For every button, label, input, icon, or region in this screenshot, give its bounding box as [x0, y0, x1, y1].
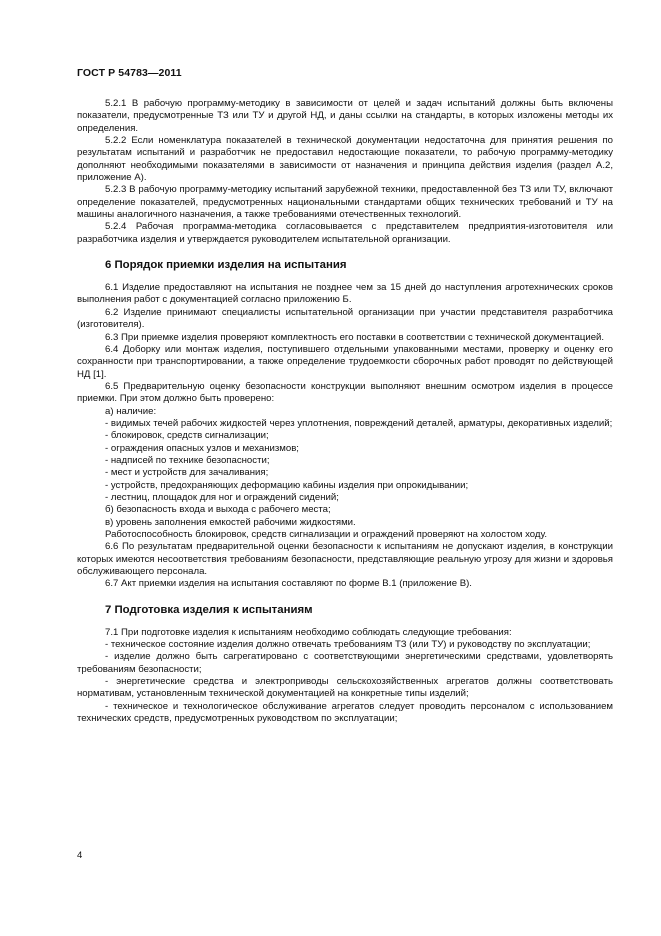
- paragraph-6-3: 6.3 При приемке изделия проверяют комплектность его поставки в соответствии с технической документацией.: [105, 331, 605, 343]
- paragraph-6-5: 6.5 Предварительную оценку безопасности конструкции выполняют внешним осмотром изделия в процессе приемки. При этом должно быть проверено:: [77, 380, 613, 405]
- paragraph-7-1: 7.1 При подготовке изделия к испытаниям необходимо соблюдать следующие требования:: [105, 626, 512, 638]
- paragraph-6-1: 6.1 Изделие предоставляют на испытания не позднее чем за 15 дней до наступления агротехнических сроков выполнения работ с документацией согласно приложению Б.: [77, 282, 613, 306]
- list-item-dash: - блокировок, средств сигнализации;: [105, 430, 269, 442]
- page-content: [77, 98, 613, 725]
- section-7-heading: 7 Подготовка изделия к испытаниям: [105, 603, 313, 616]
- paragraph-operability: Работоспособность блокировок, средств сигнализации и ограждений проверяют на холостом ходу.: [105, 529, 548, 540]
- paragraph-6-2: 6.2 Изделие принимают специалисты испытательной организации при участии представителя разработчика (изготовителя).: [77, 306, 613, 331]
- list-item-dash: - техническое и технологическое обслуживание агрегатов следует проводить персоналом с использованием технических средств, предусмотренных руководством по эксплуатации;: [77, 700, 613, 725]
- list-item-dash: - лестниц, площадок для ног и ограждений сидений;: [105, 491, 339, 503]
- paragraph-6-4: 6.4 Доборку или монтаж изделия, поступившего отдельными упакованными местами, проверку и оценку его сохранности при транспортировании, а также определение трудоемкости сборочных работ проводят по действующей НД [1].: [77, 343, 613, 380]
- list-item-dash: - устройств, предохраняющих деформацию кабины изделия при опрокидывании;: [105, 479, 469, 491]
- list-item-dash: - ограждения опасных узлов и механизмов;: [105, 442, 299, 454]
- list-item-v: в) уровень заполнения емкостей рабочими жидкостями.: [105, 516, 356, 528]
- list-item-dash: - техническое состояние изделия должно отвечать требованиям ТЗ (или ТУ) и руководству по эксплуатации;: [105, 639, 591, 651]
- list-item-dash: - энергетические средства и электроприводы сельскохозяйственных агрегатов должны соответствовать нормативам, установленным технической документацией на конкретные типы изделий;: [77, 676, 613, 700]
- paragraph-6-7: 6.7 Акт приемки изделия на испытания составляют по форме В.1 (приложение В).: [105, 578, 472, 590]
- list-item-b: б) безопасность входа и выхода с рабочего места;: [105, 504, 331, 516]
- list-item-dash: - мест и устройств для зачаливания;: [105, 467, 269, 479]
- list-item-a: а) наличие:: [105, 405, 157, 417]
- list-item-dash: - видимых течей рабочих жидкостей через уплотнения, повреждений деталей, арматуры, декоративных изделий;: [105, 417, 613, 429]
- paragraph-5-2-2: 5.2.2 Если номенклатура показателей в технической документации недостаточна для принятия решения по результатам испытаний и разработчик не предоставил недостающие показатели, то рабочую программу-методику дополняют необходимыми показателями в зависимости от назначения и принципа действия изделия (раздел А.2, приложение А).: [77, 135, 613, 184]
- list-item-dash: - изделие должно быть сагрегатировано с соответствующими энергетическими средствами, удовлетворять требованиям безопасности;: [77, 651, 613, 675]
- list-item-dash: - надписей по технике безопасности;: [105, 454, 270, 466]
- paragraph-5-2-4: 5.2.4 Рабочая программа-методика согласовывается с представителем предприятия-изготовителя или разработчика изделия и утверждается руководителем испытательной организации.: [77, 221, 613, 245]
- paragraph-5-2-3: 5.2.3 В рабочую программу-методику испытаний зарубежной техники, предоставленной без ТЗ или ТУ, включают определение показателей, предусмотренных национальными стандартами общих технических требований и ТУ на машины аналогичного назначения, а также требованиями отечественных технологий.: [77, 184, 613, 221]
- paragraph-5-2-1: 5.2.1 В рабочую программу-методику в зависимости от целей и задач испытаний должны быть включены показатели, предусмотренные ТЗ или ТУ и другой НД, и даны ссылки на стандарты, в которых изложены методы их определения.: [77, 98, 613, 134]
- document-id-header: ГОСТ Р 54783—2011: [77, 67, 182, 79]
- page-number: 4: [77, 850, 83, 861]
- section-6-heading: 6 Порядок приемки изделия на испытания: [105, 259, 347, 272]
- paragraph-6-6: 6.6 По результатам предварительной оценки безопасности к испытаниям не допускают изделия, в конструкции которых имеются несоответствия требованиям безопасности, представляющие реальную угрозу для жизни и здоровья обслуживающего персонала.: [77, 541, 613, 578]
